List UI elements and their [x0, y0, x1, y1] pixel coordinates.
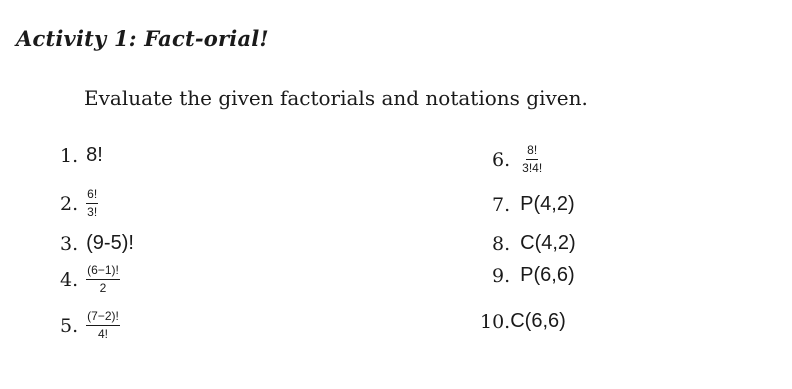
fraction-denominator: 4!: [97, 326, 108, 341]
problem-expression: P(4,2): [520, 193, 575, 215]
instructions: Evaluate the given factorials and notations given.: [84, 86, 588, 110]
problem-10: [480, 310, 566, 333]
fraction: [522, 144, 542, 176]
problem-number: 4.: [60, 268, 79, 291]
fraction: [86, 188, 98, 220]
problem-number: 9.: [492, 264, 511, 287]
fraction: [86, 264, 120, 296]
fraction-numerator: (7−2)!: [86, 310, 120, 326]
problem-6: [492, 144, 542, 176]
fraction-numerator: 8!: [526, 144, 538, 160]
activity-title: Activity 1: Fact-orial!: [16, 26, 269, 51]
fraction-denominator: 3!: [87, 204, 98, 219]
problem-number: 7.: [492, 193, 511, 216]
problem-number: 6.: [492, 148, 511, 171]
problem-2: [60, 188, 98, 220]
fraction-numerator: 6!: [86, 188, 98, 204]
problem-number: 8.: [492, 232, 511, 255]
fraction-numerator: (6−1)!: [86, 264, 120, 280]
fraction: [86, 310, 120, 342]
fraction-denominator: 2: [99, 280, 107, 295]
problem-expression: 8!: [86, 144, 103, 166]
problem-5: [60, 310, 120, 342]
problem-number: 5.: [60, 314, 79, 337]
problem-4: [60, 264, 120, 296]
problem-expression: C(6,6): [510, 310, 566, 332]
problem-3: [60, 232, 134, 255]
problem-7: [492, 193, 575, 216]
problem-expression: C(4,2): [520, 232, 576, 254]
problem-number: 1.: [60, 144, 79, 167]
problem-expression: (9-5)!: [86, 232, 134, 254]
problem-1: [60, 144, 103, 167]
problem-8: [492, 232, 576, 255]
problem-9: [492, 264, 575, 287]
problem-expression: P(6,6): [520, 264, 575, 286]
problem-number: 2.: [60, 192, 79, 215]
fraction-denominator: 3!4!: [522, 160, 543, 175]
problem-number: 10.: [480, 310, 511, 333]
problem-number: 3.: [60, 232, 79, 255]
